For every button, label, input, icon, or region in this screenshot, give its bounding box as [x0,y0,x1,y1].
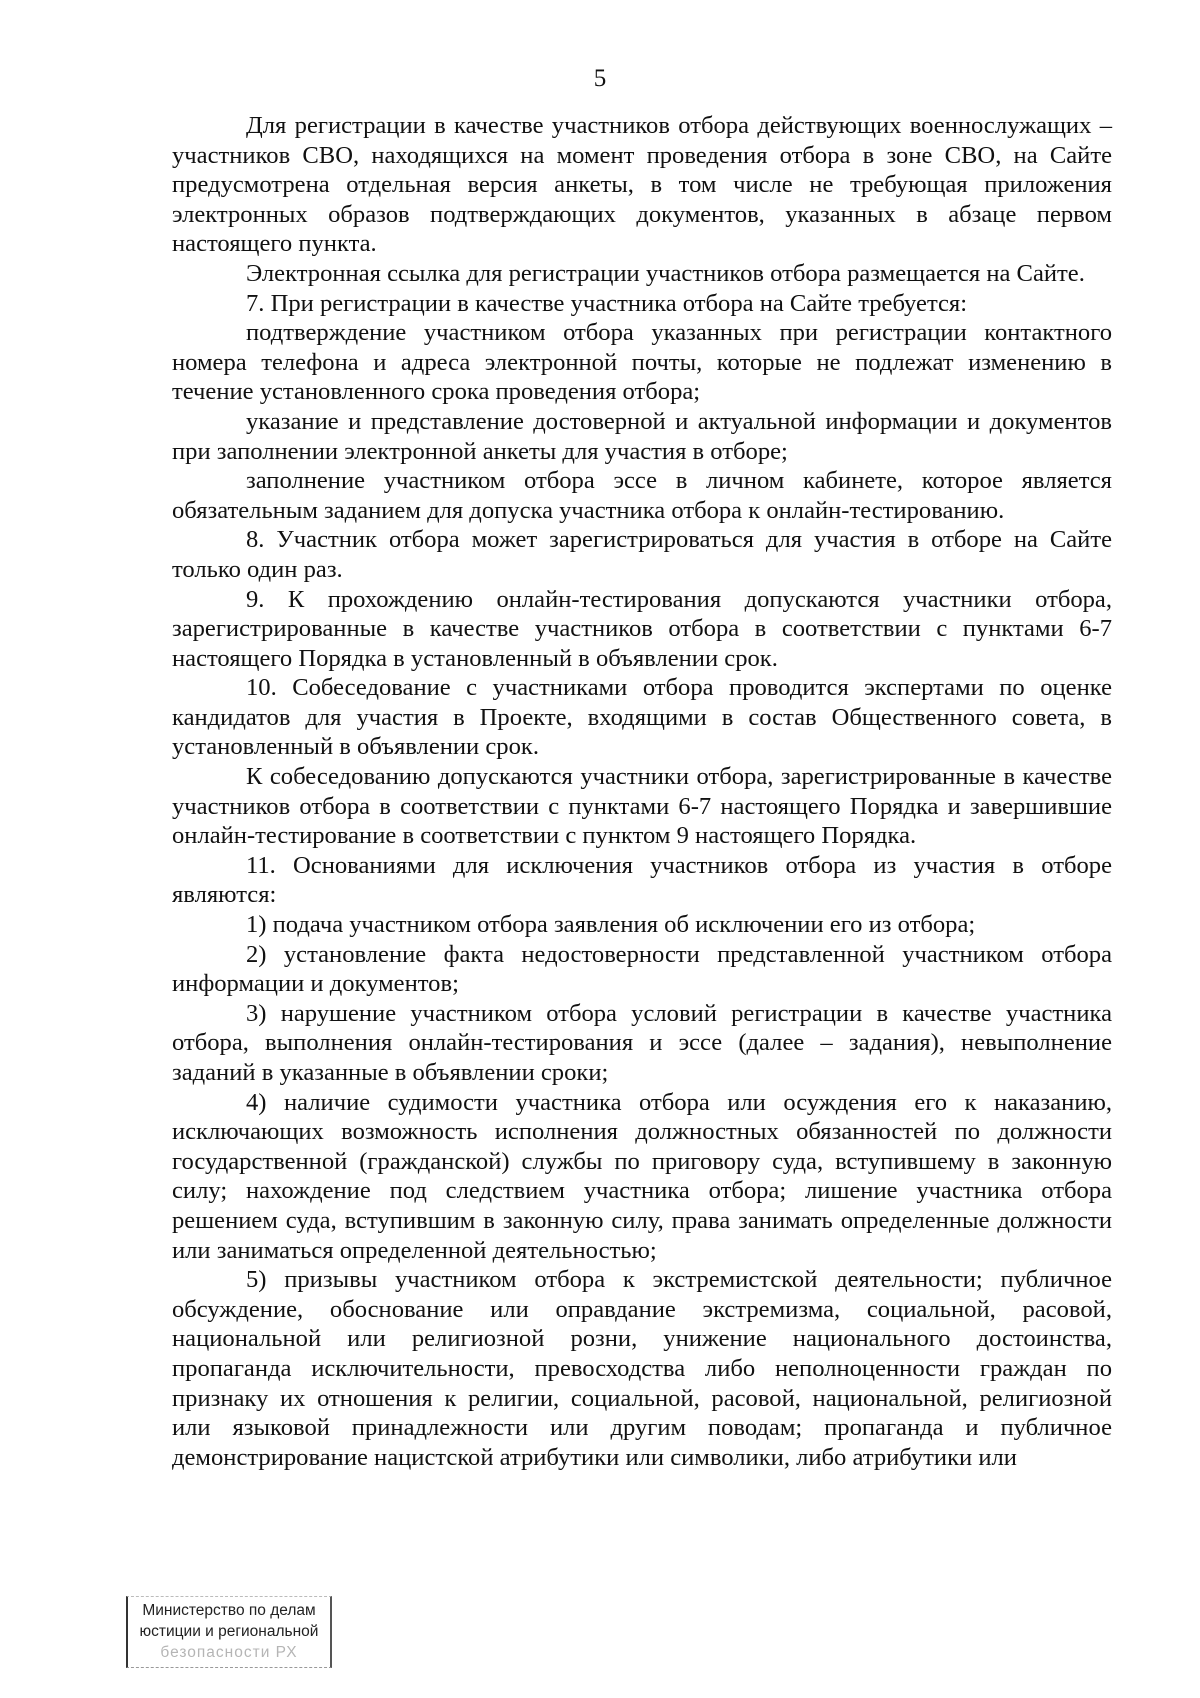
document-body [172,111,1112,1472]
paragraph: 7. При регистрации в качестве участника отбора на Сайте требуется: [246,289,968,317]
paragraph: К собеседованию допускаются участники отбора, зарегистрированные в качестве участников отбора в соответствии с пунктами 6-7 настоящего Порядка и завершившие онлайн-тестирование в соответствии с пунктом 9 настоящего Порядка. [172,763,1112,850]
paragraph: заполнение участником отбора эссе в личном кабинете, которое является обязательным заданием для допуска участника отбора к онлайн-тестированию. [172,467,1112,524]
paragraph: 4) наличие судимости участника отбора или осуждения его к наказанию, исключающих возможность исполнения должностных обязанностей по должности государственной (гражданской) службы по приговору суда, вступившему в законную силу; нахождение под следствием участника отбора; лишение участника отбора решением суда, вступившим в законную силу, права занимать определенные должности или заниматься определенной деятельностью; [172,1088,1112,1264]
stamp-line-3: безопасности РХ [160,1644,298,1661]
paragraph: 5) призывы участником отбора к экстремистской деятельности; публичное обсуждение, обоснование или оправдание экстремизма, социальной, расовой, национальной или религиозной розни, унижение национального достоинства, пропаганда исключительности, превосходства либо неполноценности граждан по признаку их отношения к религии, социальной, расовой, национальной, религиозной или языковой принадлежности или другим поводам; пропаганда и публичное демонстрирование нацистской атрибутики или символики, либо атрибутики или [172,1266,1112,1471]
paragraph: Электронная ссылка для регистрации участников отбора размещается на Сайте. [246,259,1085,287]
paragraph: 10. Собеседование с участниками отбора проводится экспертами по оценке кандидатов для участия в Проекте, входящими в состав Общественного совета, в установленный в объявлении срок. [172,674,1112,761]
paragraph: 2) установление факта недостоверности представленной участником отбора информации и документов; [172,940,1112,998]
paragraph: 1) подача участником отбора заявления об исключении его из отбора; [246,911,976,939]
paragraph: 9. К прохождению онлайн-тестирования допускаются участники отбора, зарегистрированные в качестве участников отбора в соответствии с пунктами 6-7 настоящего Порядка в установленный в объявлении срок. [172,585,1112,672]
ministry-stamp [126,1596,332,1668]
paragraph: 3) нарушение участником отбора условий регистрации в качестве участника отбора, выполнения онлайн-тестирования и эссе (далее – задания), невыполнение заданий в указанные в объявлении сроки; [172,999,1112,1086]
paragraph: 8. Участник отбора может зарегистрироваться для участия в отборе на Сайте только один раз. [172,526,1112,583]
paragraph: указание и представление достоверной и актуальной информации и документов при заполнении электронной анкеты для участия в отборе; [172,407,1112,465]
stamp-line-1: Министерство по делам [142,1602,316,1619]
paragraph: 11. Основаниями для исключения участников отбора из участия в отборе являются: [172,851,1112,909]
paragraph: Для регистрации в качестве участников отбора действующих военнослужащих – участников СВО, находящихся на момент проведения отбора в зоне СВО, на Сайте предусмотрена отдельная версия анкеты, в том числе не требующая приложения электронных образов подтверждающих документов, указанных в абзаце первом настоящего пункта. [172,112,1112,258]
stamp-line-2: юстиции и региональной [139,1623,319,1640]
page-number: 5 [593,65,607,92]
paragraph: подтверждение участником отбора указанных при регистрации контактного номера телефона и адреса электронной почты, которые не подлежат изменению в течение установленного срока проведения отбора; [172,319,1112,406]
